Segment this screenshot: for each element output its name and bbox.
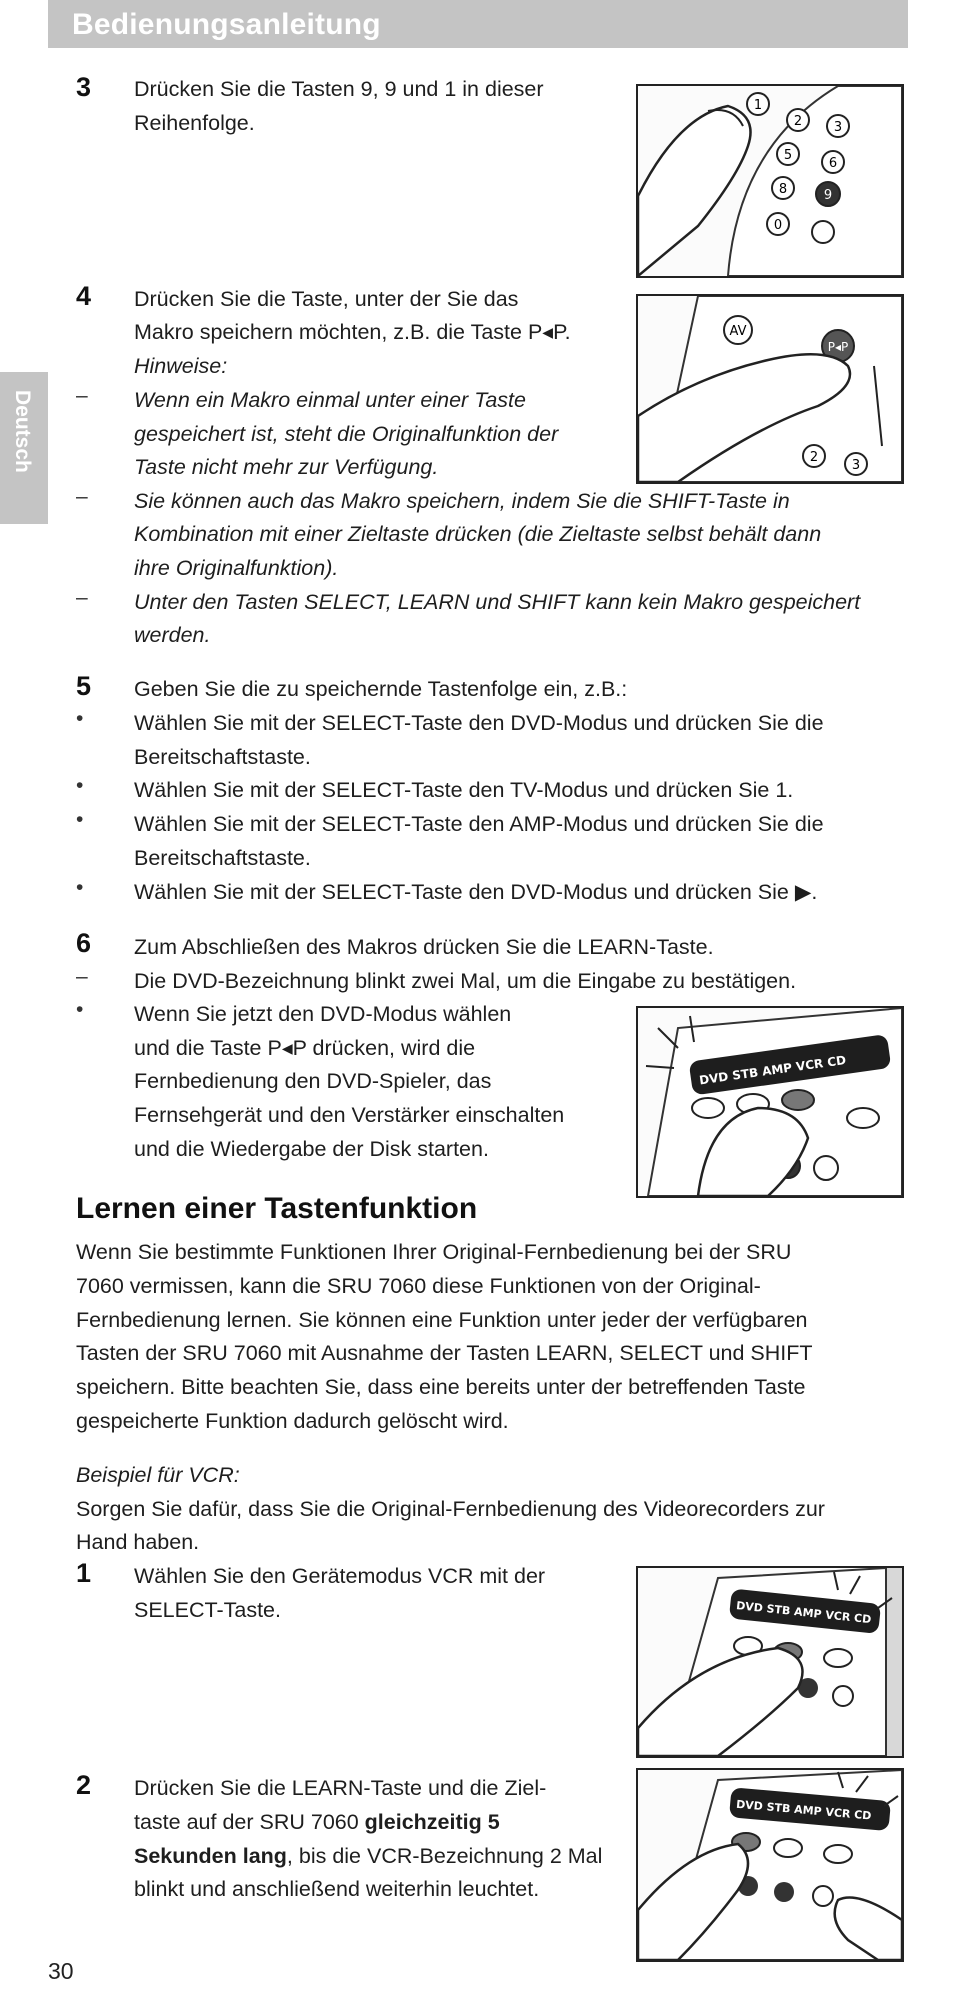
bullet-marker: • xyxy=(76,998,84,1021)
learn-step-1-line-2: SELECT-Taste. xyxy=(134,1598,281,1622)
page-title: Bedienungsanleitung xyxy=(72,8,381,41)
paragraph-line: speichern. Bitte beachten Sie, dass eine bereits unter der betreffenden Taste xyxy=(76,1375,806,1399)
hint-2-line-3: ihre Originalfunktion). xyxy=(134,556,339,580)
paragraph-line: Tasten der SRU 7060 mit Ausnahme der Tasten LEARN, SELECT und SHIFT xyxy=(76,1341,813,1365)
hint-3-line-1: Unter den Tasten SELECT, LEARN und SHIFT kann kein Makro gespeichert xyxy=(134,590,861,614)
emphasis-text: gleichzeitig 5 xyxy=(364,1810,500,1834)
learn-step-2-line-2-text: taste auf der SRU 7060 xyxy=(134,1810,365,1834)
step-3-line-2: Reihenfolge. xyxy=(134,111,255,135)
language-tab-label: Deutsch xyxy=(11,390,34,473)
svg-text:3: 3 xyxy=(833,120,843,135)
step-number: 1 xyxy=(76,1558,92,1588)
dash-marker: – xyxy=(76,965,88,988)
section-heading: Lernen einer Tastenfunktion xyxy=(76,1192,478,1225)
header-bar xyxy=(48,0,908,48)
svg-text:0: 0 xyxy=(773,218,783,233)
svg-text:6: 6 xyxy=(828,156,838,171)
hint-3-line-2: werden. xyxy=(134,623,211,647)
svg-text:2: 2 xyxy=(793,114,803,129)
step-5-bullet-3-line-2: Bereitschaftstaste. xyxy=(134,846,311,870)
dash-marker: – xyxy=(76,485,88,508)
hint-1-line-2: gespeichert ist, steht die Originalfunktion der xyxy=(134,422,559,446)
step-5-bullet-3-line-1: Wählen Sie mit der SELECT-Taste den AMP-Modus und drücken Sie die xyxy=(134,812,824,836)
learn-step-2-line-3-text: , bis die VCR-Bezeichnung 2 Mal xyxy=(286,1844,603,1868)
emphasis-text: Sekunden lang xyxy=(134,1844,287,1868)
remote-illustration-keys-991 xyxy=(636,84,904,278)
example-line-2: Hand haben. xyxy=(76,1530,200,1554)
remote-illustration-dvd-display xyxy=(636,1006,904,1198)
step-5-bullet-2: Wählen Sie mit der SELECT-Taste den TV-Modus und drücken Sie 1. xyxy=(134,778,794,802)
svg-text:8: 8 xyxy=(778,182,788,197)
hint-2-line-2: Kombination mit einer Zieltaste drücken (die Zieltaste selbst behält dann xyxy=(134,522,822,546)
remote-illustration-learn-keys xyxy=(636,1768,904,1962)
dash-marker: – xyxy=(76,586,88,609)
learn-step-2-line-2 xyxy=(134,1806,500,1840)
step-6-bullet-line-3: Fernbedienung den DVD-Spieler, das xyxy=(134,1069,492,1093)
display-text: DVD STB AMP VCR CD xyxy=(698,1052,847,1088)
step-number: 3 xyxy=(76,72,92,102)
paragraph-line: Wenn Sie bestimmte Funktionen Ihrer Original-Fernbedienung bei der SRU xyxy=(76,1240,792,1264)
step-5-bullet-4: Wählen Sie mit der SELECT-Taste den DVD-Modus und drücken Sie ▶. xyxy=(134,880,818,904)
bullet-marker: • xyxy=(76,707,84,730)
example-title: Beispiel für VCR: xyxy=(76,1463,240,1487)
hint-2-line-1: Sie können auch das Makro speichern, indem Sie die SHIFT-Taste in xyxy=(134,489,790,513)
learn-step-2-line-1: Drücken Sie die LEARN-Taste und die Ziel- xyxy=(134,1776,547,1800)
step-number: 5 xyxy=(76,671,92,701)
step-number: 2 xyxy=(76,1770,92,1800)
step-5-bullet-1-line-2: Bereitschaftstaste. xyxy=(134,745,311,769)
paragraph-line: 7060 vermissen, kann die SRU 7060 diese Funktionen von der Original- xyxy=(76,1274,761,1298)
step-6-bullet-line-5: und die Wiedergabe der Disk starten. xyxy=(134,1137,489,1161)
bullet-marker: • xyxy=(76,774,84,797)
page-number: 30 xyxy=(48,1958,74,1984)
svg-text:9: 9 xyxy=(823,188,833,203)
step-6-line-2: Die DVD-Bezeichnung blinkt zwei Mal, um die Eingabe zu bestätigen. xyxy=(134,969,797,993)
bullet-marker: • xyxy=(76,808,84,831)
step-4-line-1: Drücken Sie die Taste, unter der Sie das xyxy=(134,287,519,311)
svg-text:1: 1 xyxy=(753,98,763,113)
step-5-intro: Geben Sie die zu speichernde Tastenfolge ein, z.B.: xyxy=(134,677,628,701)
svg-text:P◂P: P◂P xyxy=(827,340,849,354)
step-number: 4 xyxy=(76,281,92,311)
hint-1-line-1: Wenn ein Makro einmal unter einer Taste xyxy=(134,388,526,412)
svg-text:AV: AV xyxy=(729,324,747,339)
step-6-bullet-line-2: und die Taste P◂P drücken, wird die xyxy=(134,1036,476,1060)
hint-1-line-3: Taste nicht mehr zur Verfügung. xyxy=(134,455,439,479)
example-line-1: Sorgen Sie dafür, dass Sie die Original-Fernbedienung des Videorecorders zur xyxy=(76,1497,825,1521)
paragraph-line: Fernbedienung lernen. Sie können eine Funktion unter jeder der verfügbaren xyxy=(76,1308,808,1332)
step-6-bullet-line-1: Wenn Sie jetzt den DVD-Modus wählen xyxy=(134,1002,512,1026)
remote-illustration-pip-key xyxy=(636,294,904,484)
remote-illustration-vcr-select xyxy=(636,1566,904,1758)
step-5-bullet-1-line-1: Wählen Sie mit der SELECT-Taste den DVD-Modus und drücken Sie die xyxy=(134,711,824,735)
display-text: DVD STB AMP VCR CD xyxy=(735,1599,872,1627)
learn-step-2-line-3 xyxy=(134,1840,602,1874)
svg-text:2: 2 xyxy=(809,450,819,465)
svg-text:5: 5 xyxy=(783,148,793,163)
display-text: DVD STB AMP VCR CD xyxy=(735,1797,872,1823)
hint-title: Hinweise: xyxy=(134,354,228,378)
svg-text:3: 3 xyxy=(851,458,861,473)
learn-step-1-line-1: Wählen Sie den Gerätemodus VCR mit der xyxy=(134,1564,546,1588)
step-6-line-1: Zum Abschließen des Makros drücken Sie die LEARN-Taste. xyxy=(134,935,714,959)
bullet-marker: • xyxy=(76,876,84,899)
step-3-line-1: Drücken Sie die Tasten 9, 9 und 1 in dieser xyxy=(134,77,544,101)
step-number: 6 xyxy=(76,928,92,958)
step-6-bullet-line-4: Fernsehgerät und den Verstärker einschalten xyxy=(134,1103,565,1127)
language-tab xyxy=(0,372,48,524)
learn-step-2-line-4: blinkt und anschließend weiterhin leuchtet. xyxy=(134,1877,540,1901)
dash-marker: – xyxy=(76,384,88,407)
paragraph-line: gespeicherte Funktion dadurch gelöscht wird. xyxy=(76,1409,509,1433)
step-4-line-2: Makro speichern möchten, z.B. die Taste P◂P. xyxy=(134,320,571,344)
